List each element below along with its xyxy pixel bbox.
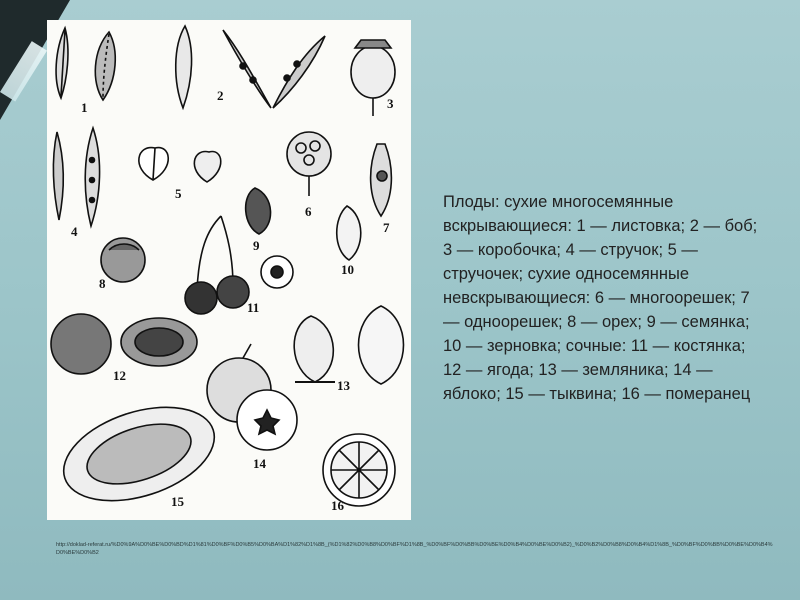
figure-label-13: 13 — [337, 378, 350, 393]
source-link[interactable]: http://doklad-referat.ru/%D0%9A%D0%BE%D0%BD%D1%81%D0%BF%D0%B5%D0%BA%D1%82%D1%8B_(%D1%82%D0%B8%D0%BF%D1%8B_%D0%BF%D0%BB%D0%BE%D0%B4%D0%BE%D0%B2)_%D0%B2%D0%B8%D0%B4%D1%8B_%D0%BF%D0%BB%D0%BE%D0%B4%D0%BE%D0%B2 — [56, 542, 773, 556]
fruit-nutlet — [371, 144, 392, 216]
figure-label-5: 5 — [175, 186, 182, 201]
figure-label-6: 6 — [305, 204, 312, 219]
figure-label-9: 9 — [253, 238, 260, 253]
fruit-pome — [207, 344, 297, 450]
fruit-follicle — [56, 28, 115, 100]
fruit-polynutlet — [287, 132, 331, 196]
fruit-silicle — [139, 148, 221, 182]
figure-label-12: 12 — [113, 368, 126, 383]
fruit-pepo — [52, 390, 226, 518]
fruit-siliqua — [53, 128, 99, 226]
fruit-caryopsis — [337, 206, 361, 260]
fruit-berry — [51, 314, 197, 374]
fruit-hesperidium — [323, 434, 395, 506]
figure-label-1: 1 — [81, 100, 88, 115]
figure-label-14: 14 — [253, 456, 266, 471]
fruit-drupe — [185, 216, 293, 314]
fruit-nut — [101, 238, 145, 282]
figure-label-8: 8 — [99, 276, 106, 291]
figure-label-3: 3 — [387, 96, 394, 111]
figure-label-7: 7 — [383, 220, 390, 235]
figure-label-4: 4 — [71, 224, 78, 239]
figure-label-10: 10 — [341, 262, 354, 277]
slide-caption: Плоды: сухие многосемянные вскрывающиеся: 1 — листовка; 2 — боб; 3 — коробочка; 4 — стручок; 5 — стручочек; сухие односемянные невскрывающиеся: 6 — многоорешек; 7 — одноорешек; 8 — орех; 9 — семянка; 10 — зерновка; сочные: 11 — костянка; 12 — ягода; 13 — земляника; 14 — яблоко; 15 — тыквина; 16 — померанец — [443, 193, 758, 403]
figure-label-11: 11 — [247, 300, 260, 315]
fruit-achene — [246, 188, 271, 234]
figure-label-16: 16 — [331, 498, 344, 513]
fruit-legume — [176, 26, 325, 108]
figure-label-15: 15 — [171, 494, 184, 509]
fruit-types-illustration — [47, 20, 411, 520]
fruit-strawberry — [294, 306, 403, 384]
figure-label-2: 2 — [217, 88, 224, 103]
